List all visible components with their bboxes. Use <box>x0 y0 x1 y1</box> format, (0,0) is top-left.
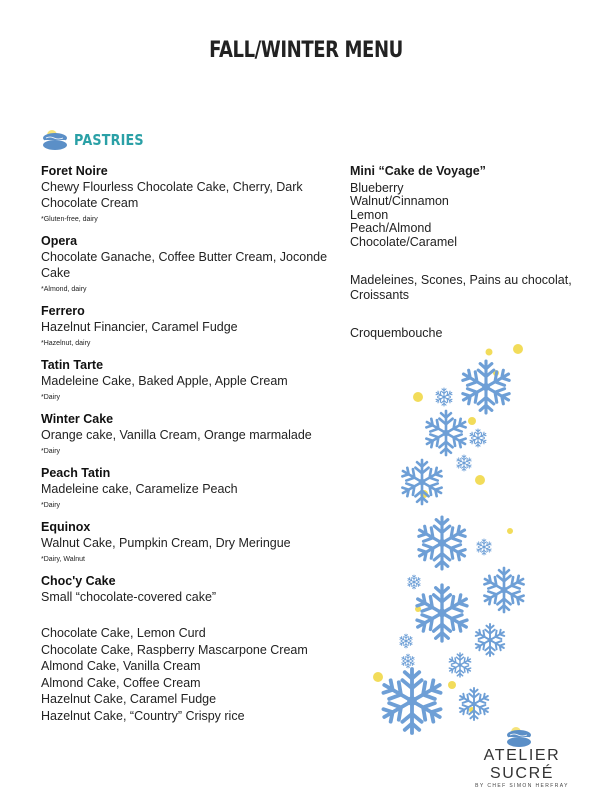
list-item <box>41 233 341 296</box>
item-description: Walnut Cake, Pumpkin Cream, Dry Meringue <box>41 536 291 550</box>
list-item <box>41 357 341 404</box>
item-description: Chocolate Ganache, Coffee Butter Cream, Joconde Cake <box>41 250 328 280</box>
list-item <box>41 303 341 350</box>
item-name: Winter Cake <box>41 412 114 426</box>
variant-line: Chocolate Cake, Raspberry Mascarpone Cream <box>41 642 308 657</box>
section-title: PASTRIES <box>74 131 144 149</box>
list-item <box>41 465 341 512</box>
item-description: Madeleine cake, Caramelize Peach <box>41 482 238 496</box>
cake-de-voyage-title: Mini “Cake de Voyage” <box>350 164 486 178</box>
snowflake-icon <box>414 585 471 641</box>
item-name: Equinox <box>41 520 91 534</box>
item-name: Tatin Tarte <box>41 358 104 372</box>
list-item <box>41 163 341 226</box>
snowflake-decoration <box>360 335 612 735</box>
gold-dot <box>373 672 383 682</box>
item-allergen-note: *Dairy <box>41 448 61 455</box>
item-description: Small “chocolate-covered cake” <box>41 590 217 604</box>
item-description: Chewy Flourless Chocolate Cake, Cherry, Dark Chocolate Cream <box>41 180 303 210</box>
item-allergen-note: *Dairy <box>41 394 61 401</box>
snowflake-icon <box>448 653 472 677</box>
snowflake-icon <box>476 539 492 555</box>
flavor-item: Walnut/Cinnamon <box>350 194 449 209</box>
gold-dot <box>507 528 513 534</box>
gold-dot <box>475 475 485 485</box>
pastries-section-header <box>40 128 156 152</box>
gold-dot <box>448 681 456 689</box>
snowflake-icon <box>424 411 469 455</box>
flavor-item: Blueberry <box>350 181 404 195</box>
snowflake-icon <box>379 669 444 733</box>
snowflake-icon <box>469 429 487 447</box>
viennoiserie-list: Madeleines, Scones, Pains au chocolat, Croissants <box>350 273 572 302</box>
list-item <box>41 411 341 458</box>
macaron-icon <box>504 725 534 749</box>
snowflake-icon <box>474 624 507 656</box>
list-item <box>41 519 341 566</box>
gold-dot <box>468 417 476 425</box>
brand-name: ATELIER SUCRÉ <box>483 747 561 782</box>
item-description: Orange cake, Vanilla Cream, Orange marmalade <box>41 428 312 442</box>
chocy-cake-variants <box>41 625 341 724</box>
item-name: Opera <box>41 234 78 248</box>
snowflake-icon <box>407 575 421 589</box>
variant-line: Hazelnut Cake, “Country” Crispy rice <box>41 708 245 723</box>
item-name: Peach Tatin <box>41 466 111 480</box>
brand-tagline: BY CHEF SIMON HERFRAY <box>475 783 569 789</box>
item-name: Ferrero <box>41 304 85 318</box>
snowflake-icon <box>435 388 453 406</box>
pastries-list <box>41 163 341 724</box>
croquembouche-item: Croquembouche <box>350 326 443 341</box>
snowflake-icon <box>456 455 472 471</box>
page-title: FALL/WINTER MENU <box>209 38 403 63</box>
snowflake-icon <box>458 688 491 720</box>
flavor-item: Lemon <box>350 207 389 222</box>
item-allergen-note: *Gluten-free, dairy <box>41 216 98 223</box>
snowflake-icon <box>482 568 527 612</box>
brand-logo <box>452 725 592 789</box>
gold-dot <box>486 349 493 356</box>
snowflake-icon <box>460 361 513 413</box>
item-description: Hazelnut Financier, Caramel Fudge <box>41 320 238 334</box>
item-name: Choc'y Cake <box>41 574 116 588</box>
gold-dot <box>513 344 523 354</box>
item-allergen-note: *Hazelnut, dairy <box>41 340 91 347</box>
item-allergen-note: *Dairy <box>41 502 61 509</box>
variant-line: Hazelnut Cake, Caramel Fudge <box>41 692 217 706</box>
flavor-item: Chocolate/Caramel <box>350 234 457 249</box>
variant-line: Chocolate Cake, Lemon Curd <box>41 626 206 640</box>
item-description: Madeleine Cake, Baked Apple, Apple Cream <box>41 374 288 388</box>
flavor-item: Peach/Almond <box>350 221 432 236</box>
item-name: Foret Noire <box>41 164 108 178</box>
list-item <box>41 573 341 605</box>
macaron-icon <box>40 128 70 152</box>
item-allergen-note: *Dairy, Walnut <box>41 556 85 563</box>
item-allergen-note: *Almond, dairy <box>41 286 87 293</box>
snowflake-icon <box>416 517 469 569</box>
snowflake-icon <box>400 460 445 504</box>
right-column <box>350 163 610 341</box>
variant-line: Almond Cake, Coffee Cream <box>41 675 201 690</box>
variant-line: Almond Cake, Vanilla Cream <box>41 659 201 673</box>
snowflake-icon <box>401 654 415 668</box>
snowflake-icon <box>399 634 413 648</box>
gold-dot <box>413 392 423 402</box>
